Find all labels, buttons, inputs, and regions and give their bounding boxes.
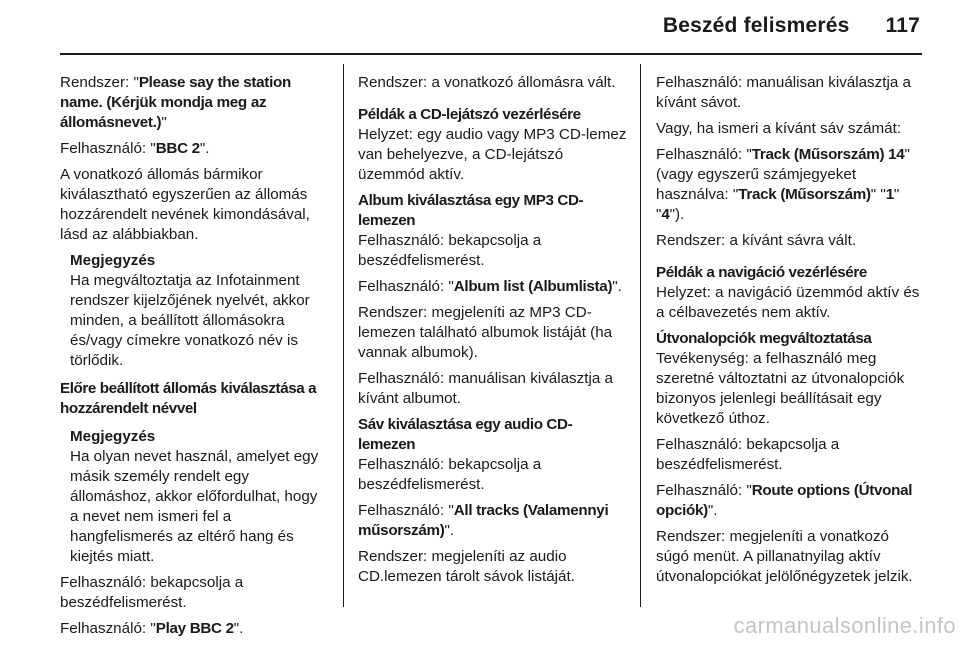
- paragraph: Felhasználó: manuálisan kiválasztja a kívánt sávot.: [656, 74, 911, 111]
- paragraph: Helyzet: egy audio vagy MP3 CD-lemez van behelyezve, a CD-lejátszó üzemmód aktív.: [358, 126, 627, 183]
- paragraph: Tevékenység: a felhasználó meg szeretné változtatni az útvonalopciók bizonyos jelenlegi beállításait egy következő úthoz.: [656, 350, 905, 427]
- paragraph: Rendszer: a vonatkozó állomásra vált.: [358, 74, 616, 91]
- page-number: 117: [885, 14, 920, 37]
- note: [70, 251, 328, 371]
- page-header: [663, 14, 920, 38]
- section-heading: Előre beállított állomás kiválasztása a hozzárendelt névvel: [60, 380, 317, 417]
- paragraph: Vagy, ha ismeri a kívánt sáv számát:: [656, 120, 902, 137]
- paragraph: Rendszer: megjeleníti a vonatkozó súgó menüt. A pillanatnyilag aktív útvonalopciókat jelölőnégyzetek jelzik.: [656, 528, 913, 585]
- note-text: Ha olyan nevet használ, amelyet egy másik személy rendelt egy állomáshoz, akkor előfordulhat, hogy a nevet nem ismeri fel a hangfelismerés az eltérő hang és kiejtés miatt.: [70, 448, 319, 565]
- paragraph: Rendszer: megjeleníti az audio CD.lemezen tárolt sávok listáját.: [358, 548, 575, 585]
- paragraph: Felhasználó: bekapcsolja a beszédfelismerést.: [656, 436, 840, 473]
- watermark: carmanualsonline.info: [733, 613, 956, 638]
- note-text: Ha megváltoztatja az Infotainment rendszer kijelzőjének nyelvét, akkor minden, a beállított állomásokra és/vagy címekre vonatkozó név is törlődik.: [70, 272, 310, 369]
- paragraph: Felhasználó: "Route options (Útvonal opciók)".: [656, 482, 913, 519]
- page-title: Beszéd felismerés: [662, 14, 850, 37]
- paragraph: Felhasználó: manuálisan kiválasztja a kívánt albumot.: [358, 370, 613, 407]
- paragraph: Felhasználó: "All tracks (Valamennyi műsorszám)".: [358, 502, 609, 539]
- section-heading: Példák a CD-lejátszó vezérlésére: [358, 106, 581, 123]
- paragraph: Rendszer: "Please say the station name. (Kérjük mondja meg az állomásnevet.)": [60, 74, 291, 131]
- note-title: Megjegyzés: [70, 428, 156, 445]
- column-3: [656, 73, 924, 593]
- note-title: Megjegyzés: [70, 252, 156, 269]
- section-heading: Album kiválasztása egy MP3 CD-lemezen: [358, 192, 584, 229]
- paragraph: Felhasználó: bekapcsolja a beszédfelismerést.: [358, 232, 542, 269]
- column-2: [358, 73, 628, 593]
- paragraph: Rendszer: megjeleníti az MP3 CD-lemezen található albumok listáját (ha vannak albumok).: [358, 304, 613, 361]
- column-1: [60, 73, 328, 645]
- paragraph: Helyzet: a navigáció üzemmód aktív és a célbavezetés nem aktív.: [656, 284, 920, 321]
- section-heading: Útvonalopciók megváltoztatása: [656, 330, 872, 347]
- note: [70, 427, 328, 567]
- paragraph: Felhasználó: "Album list (Albumlista)".: [358, 278, 622, 295]
- paragraph: Felhasználó: "BBC 2".: [60, 140, 210, 157]
- paragraph: Felhasználó: "Play BBC 2".: [60, 620, 244, 637]
- column-divider-2: [640, 64, 641, 607]
- section-heading: Példák a navigáció vezérlésére: [656, 264, 867, 281]
- paragraph: Felhasználó: bekapcsolja a beszédfelismerést.: [358, 456, 542, 493]
- paragraph: A vonatkozó állomás bármikor kiválasztható egyszerűen az állomás hozzárendelt nevének kimondásával, lásd az alábbiakban.: [60, 166, 310, 243]
- paragraph: Rendszer: a kívánt sávra vált.: [656, 232, 857, 249]
- section-heading: Sáv kiválasztása egy audio CD-lemezen: [358, 416, 573, 453]
- column-divider-1: [343, 64, 344, 607]
- paragraph: Felhasználó: "Track (Műsorszám) 14" (vagy egyszerű számjegyeket használva: "Track (Műsorszám)" "1" "4").: [656, 146, 910, 223]
- paragraph: Felhasználó: bekapcsolja a beszédfelismerést.: [60, 574, 244, 611]
- header-rule: [60, 53, 922, 55]
